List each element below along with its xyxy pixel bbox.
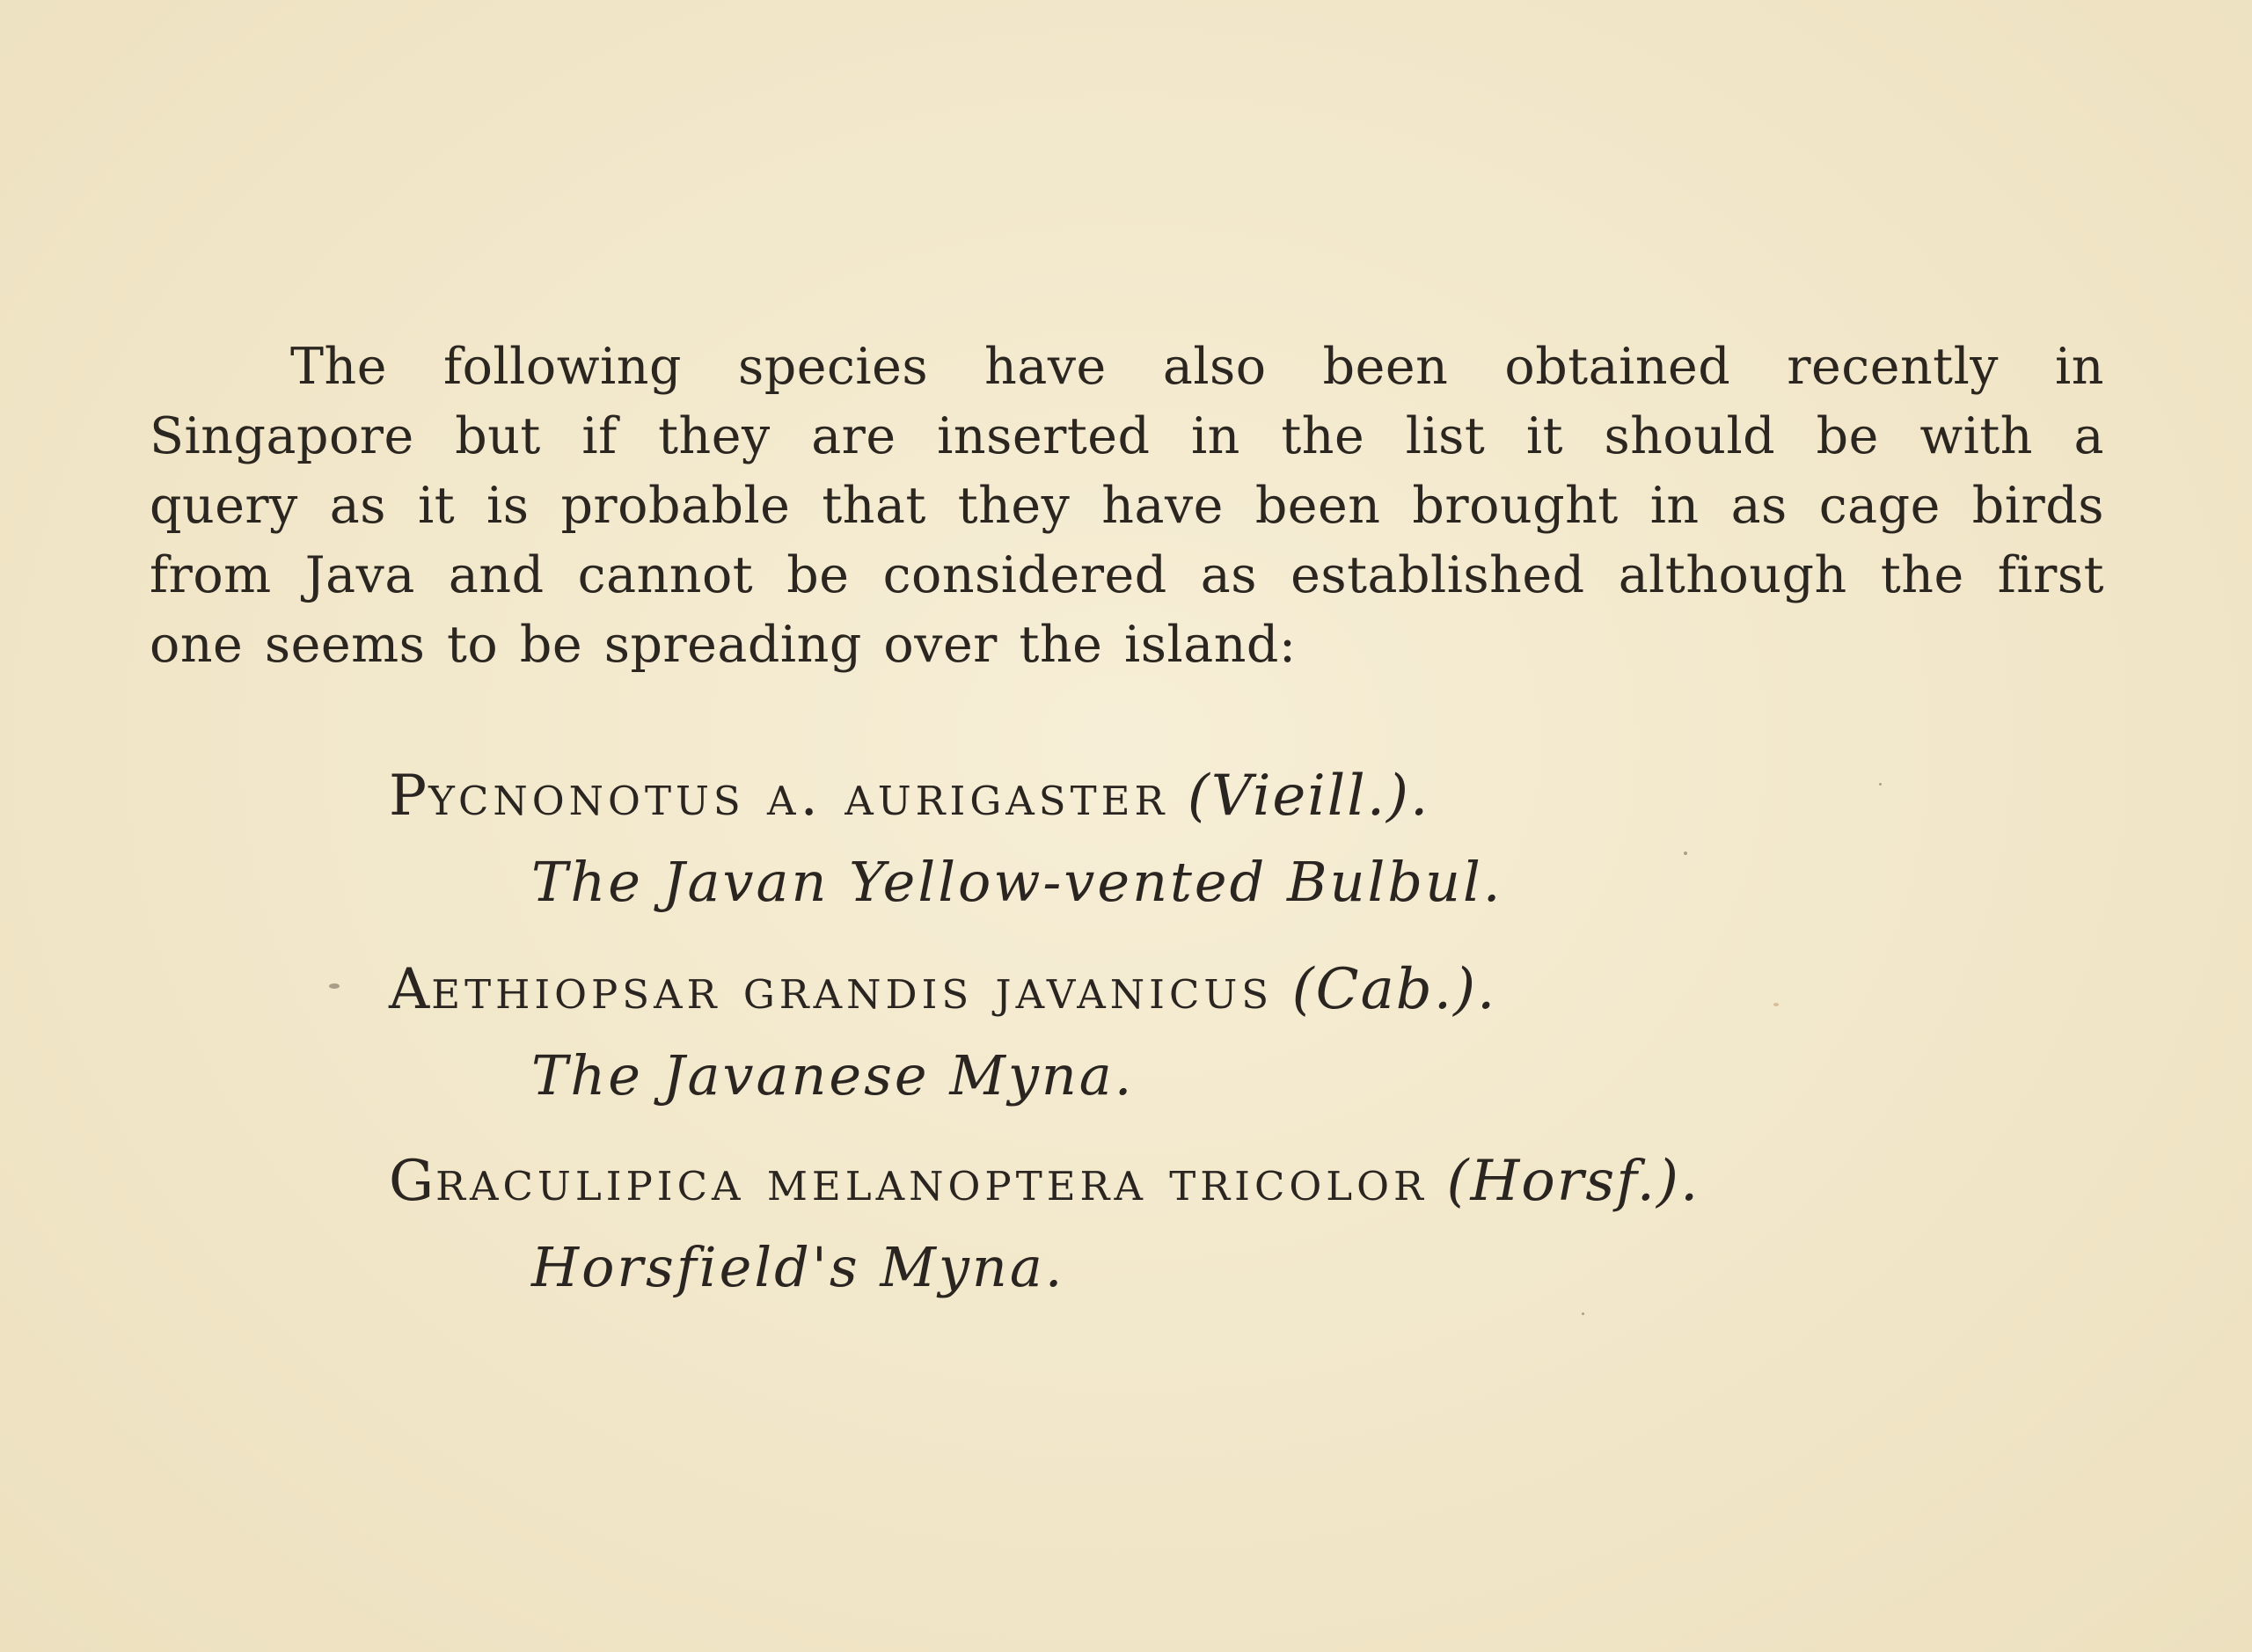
species-initial: A bbox=[389, 957, 432, 1022]
species-common-name: The Javanese Myna. bbox=[531, 1043, 1135, 1107]
species-scientific-name bbox=[389, 1149, 1700, 1214]
intro-line: from Java and cannot be considered as established although the first bbox=[150, 546, 2104, 604]
ink-speck bbox=[1773, 1003, 1779, 1006]
ink-speck bbox=[329, 983, 340, 989]
species-name-rest: raculipica melanoptera tricolor bbox=[435, 1149, 1428, 1214]
intro-line: Singapore but if they are inserted in the list it should be with a bbox=[150, 407, 2104, 465]
ink-speck bbox=[1684, 852, 1687, 855]
ink-speck bbox=[1582, 1312, 1584, 1315]
species-common-name: Horsfield's Myna. bbox=[531, 1235, 1065, 1299]
ink-speck bbox=[1879, 783, 1882, 786]
intro-paragraph bbox=[150, 333, 2104, 680]
intro-line: one seems to be spreading over the island: bbox=[150, 616, 1297, 674]
species-initial: G bbox=[389, 1149, 436, 1214]
species-authority: (Horsf.). bbox=[1446, 1149, 1700, 1214]
species-name-rest: ycnonotus a. aurigaster bbox=[428, 764, 1169, 829]
intro-line: The following species have also been obtained recently in bbox=[290, 338, 2104, 396]
species-scientific-name bbox=[389, 957, 1496, 1022]
intro-line: query as it is probable that they have been brought in as cage birds bbox=[150, 477, 2104, 535]
species-authority: (Cab.). bbox=[1291, 957, 1497, 1022]
species-common-name: The Javan Yellow-vented Bulbul. bbox=[531, 850, 1503, 914]
species-name-rest: ethiopsar grandis javanicus bbox=[431, 957, 1274, 1022]
species-initial: P bbox=[389, 764, 429, 829]
species-authority: (Vieill.). bbox=[1187, 764, 1430, 829]
species-scientific-name bbox=[389, 764, 1429, 829]
